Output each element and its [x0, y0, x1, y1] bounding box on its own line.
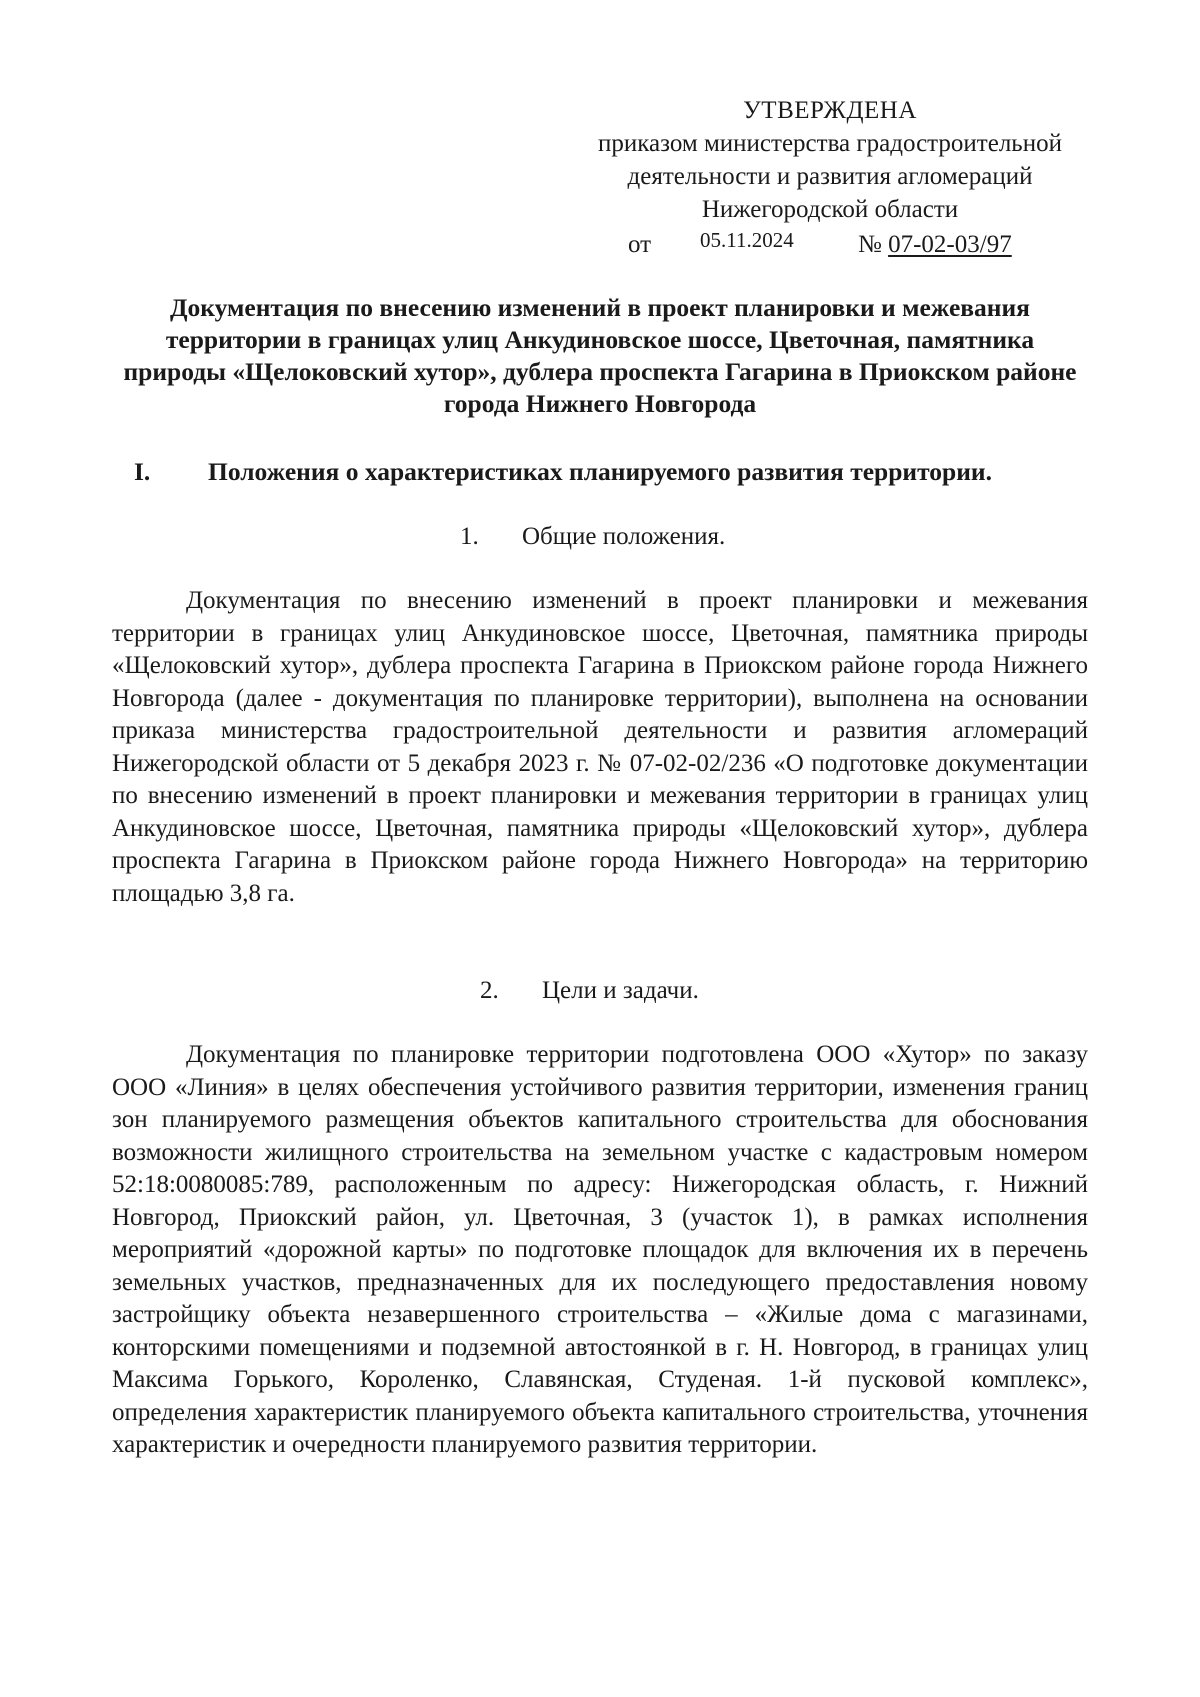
approval-line: Нижегородской области [701, 196, 959, 223]
approval-stamp [560, 94, 1100, 226]
approval-line: приказом министерства градостроительной [598, 130, 1062, 157]
subsection-number: 2. [480, 977, 499, 1004]
order-date: 05.11.2024 [700, 228, 794, 252]
paragraph-general: Документация по внесению изменений в проект планировки и межевания территории в границах улиц Анкудиновское шоссе, Цветочная, памятника природы «Щелоковский хутор», дублера проспекта Гагарина в Приокском районе города Нижнего Новгорода (далее - документация по планировке территории), выполнена на основании приказа министерства градостроительной деятельности и развития агломераций Нижегородской области от 5 декабря 2023 г. № 07-02-02/236 «О подготовке документации по внесению изменений в проект планировки и межевания территории в границах улиц Анкудиновское шоссе, Цветочная, памятника природы «Щелоковский хутор», дублера проспекта Гагарина в Приокском районе города Нижнего Новгорода» на территорию площадью 3,8 га. [112, 587, 1088, 907]
approval-line: деятельности и развития агломераций [627, 163, 1033, 190]
section-title: Положения о характеристиках планируемого развития территории. [208, 457, 992, 486]
paragraph-goals: Документация по планировке территории подготовлена ООО «Хутор» по заказу ООО «Линия» в целях обеспечения устойчивого развития территории, изменения границ зон планируемого размещения объектов капитального строительства для обоснования возможности жилищного строительства на земельном участке с кадастровым номером 52:18:0080085:789, расположенным по адресу: Нижегородская область, г. Нижний Новгород, Приокский район, ул. Цветочная, 3 (участок 1), в рамках исполнения мероприятий «дорожной карты» по подготовке площадок для включения их в перечень земельных участков, предназначенных для их последующего предоставления новому застройщику объекта незавершенного строительства – «Жилые дома с магазинами, конторскими помещениями и подземной автостоянкой в г. Н. Новгород, в границах улиц Максима Горького, Короленко, Славянская, Студеная. 1-й пусковой комплекс», определения характеристик планируемого объекта капитального строительства, уточнения характеристик и очередности планируемого развития территории. [112, 1041, 1088, 1458]
subsection-title: Цели и задачи. [542, 977, 699, 1004]
document-title: Документация по внесению изменений в проект планировки и межевания территории в границах улиц Анкудиновское шоссе, Цветочная, памятника природы «Щелоковский хутор», дублера проспекта Гагарина в Приокском районе города Нижнего Новгорода [123, 293, 1077, 418]
subsection-title: Общие положения. [522, 523, 726, 550]
approval-heading: УТВЕРЖДЕНА [743, 97, 917, 124]
order-number-prefix: № [858, 231, 882, 258]
order-from-label: от [628, 231, 652, 258]
order-number-value: 07-02-03/97 [888, 231, 1012, 258]
section-numeral: I. [134, 457, 151, 486]
subsection-number: 1. [460, 523, 479, 550]
order-number [858, 228, 1012, 261]
